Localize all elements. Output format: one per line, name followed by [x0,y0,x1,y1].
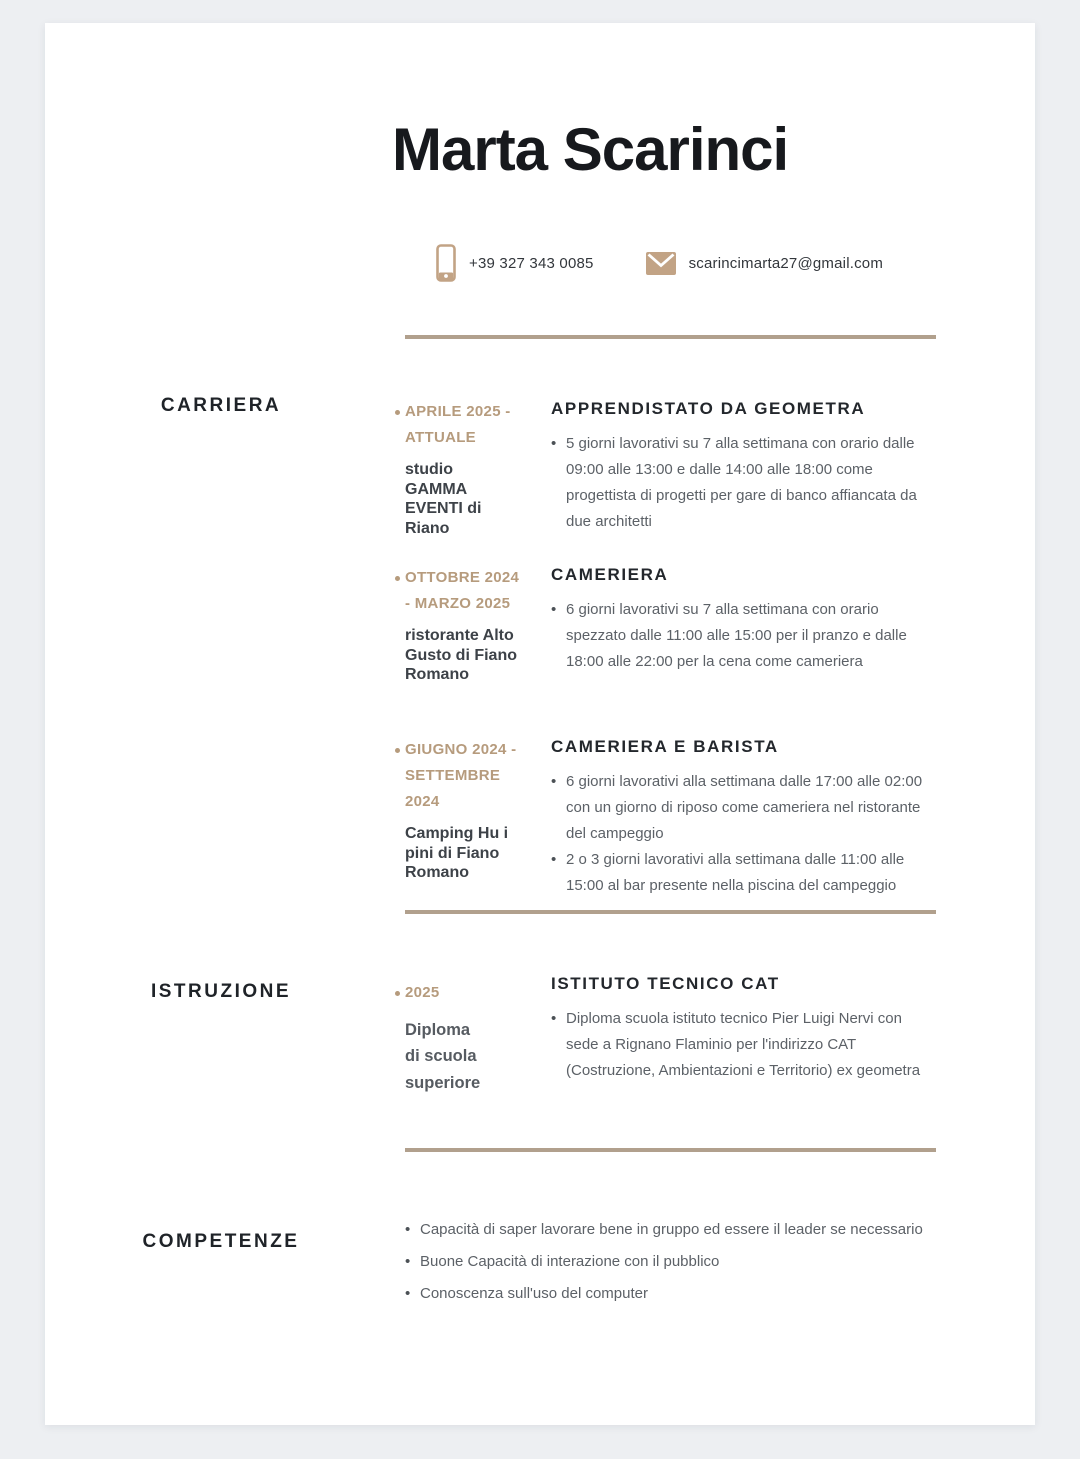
section-label-competenze: COMPETENZE [142,1231,300,1252]
entry-title: CAMERIERA E BARISTA [551,737,779,756]
career-entry [405,399,937,538]
career-entry [405,737,937,899]
education-entry [405,974,937,1096]
entry-title: ISTITUTO TECNICO CAT [551,974,780,993]
phone-contact [436,244,594,282]
entry-description-column [551,974,937,1096]
section-label-carriera: CARRIERA [160,395,282,416]
page-title: Marta Scarinci [392,116,789,183]
entry-date-column [405,974,551,1096]
bullet-item: • 2 o 3 giorni lavorativi alla settimana dalle 11:00 alle 15:00 al bar presente nella piscina del campeggio [551,847,937,899]
entry-title: APPRENDISTATO DA GEOMETRA [551,399,866,418]
bullet-item: • Diploma scuola istituto tecnico Pier Luigi Nervi con sede a Rignano Flaminio per l'indirizzo CAT (Costruzione, Ambientazioni e Territorio) ex geometra [551,1006,937,1084]
entry-period: APRILE 2025 - ATTUALE [405,399,523,451]
entry-organization: Diploma di scuola superiore [405,1021,481,1092]
skill-item: • Conoscenza sull'uso del computer [405,1281,1015,1307]
entry-organization: ristorante Alto Gusto di Fiano Romano [405,627,517,684]
contact-row [436,243,883,283]
section-divider-bottom [405,1148,936,1152]
entry-organization: studio GAMMA EVENTI di Riano [405,461,482,537]
section-divider-top [405,335,936,339]
bullet-item: • 6 giorni lavorativi su 7 alla settimana con orario spezzato dalle 11:00 alle 15:00 per il pranzo e dalle 18:00 alle 22:00 per la cena come cameriera [551,597,937,675]
email-icon [646,252,676,275]
skill-item: • Capacità di saper lavorare bene in gruppo ed essere il leader se necessario [405,1217,1015,1243]
career-entry [405,565,937,685]
entry-date-column [405,737,551,899]
email-address: scarincimarta27@gmail.com [688,254,884,272]
entry-bullet-list [551,1006,937,1084]
entry-bullet-list [551,769,937,899]
entry-date-column [405,565,551,685]
entry-description-column [551,737,937,899]
entry-bullet-list [551,431,937,535]
resume-page [45,23,1035,1425]
entry-bullet-list [551,597,937,675]
entry-period: OTTOBRE 2024 - MARZO 2025 [405,565,523,617]
section-label-istruzione: ISTRUZIONE [150,981,292,1002]
bullet-item: • 6 giorni lavorativi alla settimana dalle 17:00 alle 02:00 con un giorno di riposo come cameriera nel ristorante del campeggio [551,769,937,847]
entry-period: GIUGNO 2024 - SETTEMBRE 2024 [405,737,523,815]
bullet-item: • 5 giorni lavorativi su 7 alla settimana con orario dalle 09:00 alle 13:00 e dalle 14:00 alle 18:00 come progettista di progetti per gare di banco affiancata da due architetti [551,431,937,535]
entry-description-column [551,399,937,538]
email-contact [646,252,883,275]
entry-organization: Camping Hu i pini di Fiano Romano [405,825,509,882]
entry-description-column [551,565,937,685]
phone-icon [436,244,456,282]
entry-period: 2025 [405,980,523,1006]
entry-date-column [405,399,551,538]
entry-title: CAMERIERA [551,565,669,584]
skill-item: • Buone Capacità di interazione con il pubblico [405,1249,1015,1275]
skills-list [405,1217,1015,1313]
section-divider-middle [405,910,936,914]
phone-number: +39 327 343 0085 [469,254,594,272]
